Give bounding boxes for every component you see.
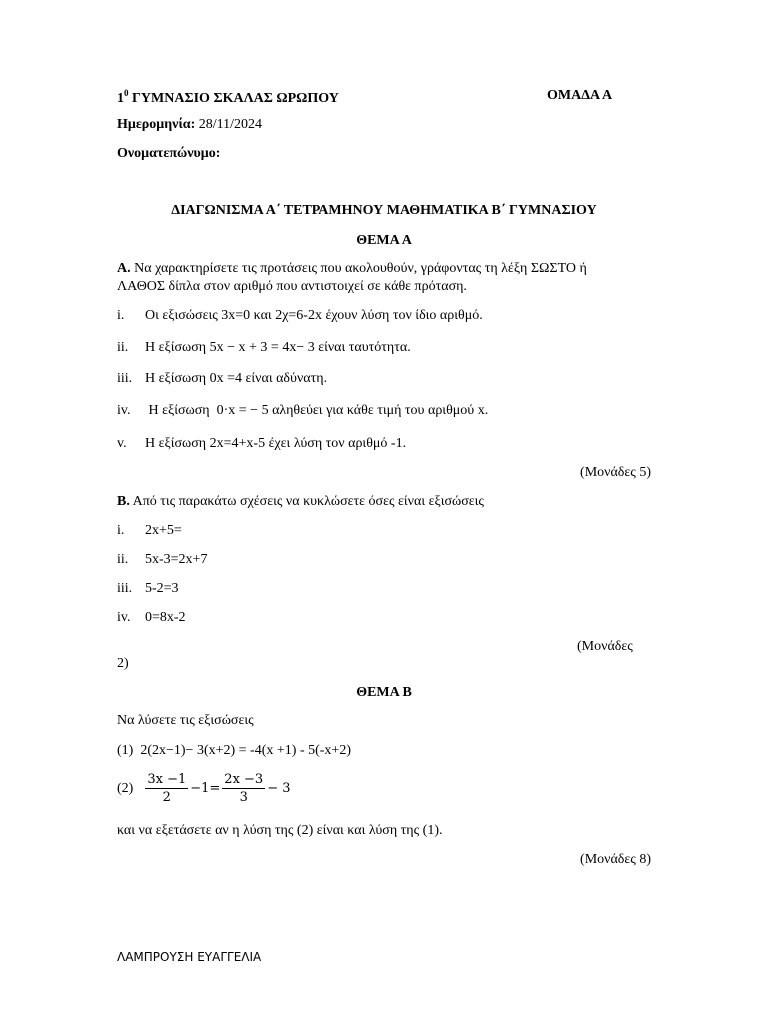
part-b-intro: Β. Από τις παρακάτω σχέσεις να κυκλώσετε όσες είναι εξισώσεις [117, 494, 484, 509]
test-title: ΔΙΑΓΩΝΙΣΜΑ Α΄ ΤΕΤΡΑΜΗΝΟΥ ΜΑΘΗΜΑΤΙΚΑ Β΄ ΓΥΜΝΑΣΙΟΥ [171, 203, 597, 218]
part-b-item: i. 2x+5= [117, 523, 182, 538]
group-label: ΟΜΑΔΑ Α [547, 88, 613, 103]
part-b-points-cont: 2) [117, 656, 129, 671]
theme-b-points: (Μονάδες 8) [580, 852, 651, 867]
school-heading: $1^0$ ΓΥΜΝΑΣΙΟ ΣΚΑΛΑΣ ΩΡΩΠΟΥ [117, 88, 339, 106]
theme-b-intro: Να λύσετε τις εξισώσεις [117, 713, 254, 728]
part-b-item: iv. 0=8x-2 [117, 610, 186, 625]
fraction: $\frac{2x -3}{3}$ [224, 772, 264, 805]
student-name-label: Ονοματεπώνυμο: [117, 146, 221, 161]
part-a-intro: Α. Να χαρακτηρίσετε τις προτάσεις που ακολουθούν, γράφοντας τη λέξη ΣΩΣΤΟ ή [117, 261, 587, 276]
part-a-item: ii. Η εξίσωση 5x − x + 3 = 4x− 3 είναι ταυτότητα. [117, 340, 411, 355]
theme-b-conclusion: και να εξετάσετε αν η λύση της (2) είναι και λύση της (1). [117, 823, 443, 838]
theme-a-heading: ΘΕΜΑ Α [356, 233, 412, 248]
part-a-item: iv. Η εξίσωση 0·x = − 5 αληθεύει για κάθε τιμή του αριθμού x. [117, 403, 489, 418]
date-line: Ημερομηνία: 28/11/2024 [117, 117, 263, 132]
theme-b-heading: ΘΕΜΑ Β [356, 685, 412, 700]
part-a-item: i. Οι εξισώσεις 3x=0 και 2χ=6-2x έχουν λύση τον ίδιο αριθμό. [117, 308, 483, 323]
part-a-item: v. Η εξίσωση 2x=4+x-5 έχει λύση τον αριθμό -1. [117, 436, 407, 451]
footer-author: ΛΑΜΠΡΟΥΣΗ ΕΥΑΓΓΕΛΙΑ [117, 950, 262, 964]
equation-2: (2) $\frac{3x -1}{2}$ −1= $\frac{2x -3}{3}$ − 3 [117, 772, 291, 805]
part-a-intro-cont: ΛΑΘΟΣ δίπλα στον αριθμό που αντιστοιχεί σε κάθε πρόταση. [117, 279, 467, 294]
part-a-item: iii. Η εξίσωση 0x =4 είναι αδύνατη. [117, 371, 328, 386]
part-a-points: (Μονάδες 5) [580, 465, 651, 480]
part-b-item: iii. 5-2=3 [117, 581, 179, 596]
fraction: $\frac{3x -1}{2}$ [147, 772, 187, 805]
equation-1: (1) 2(2x−1)− 3(x+2) = -4(x +1) - 5(-x+2) [117, 743, 351, 758]
part-b-item: ii. 5x-3=2x+7 [117, 552, 208, 567]
part-b-points: (Μονάδες [577, 639, 633, 654]
